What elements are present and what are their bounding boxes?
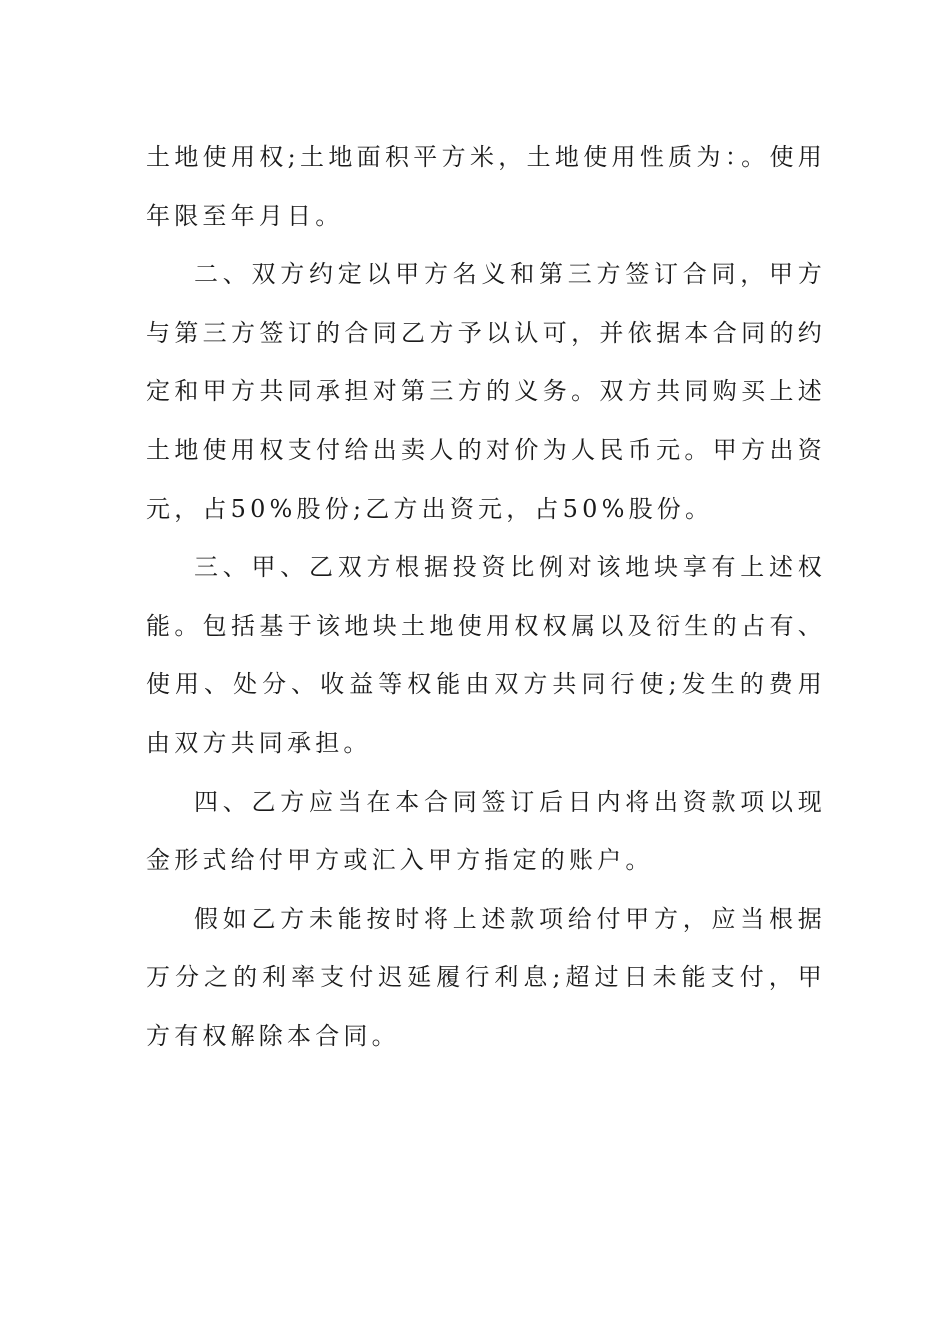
paragraph-clause-three: 三、甲、乙双方根据投资比例对该地块享有上述权能。包括基于该地块土地使用权权属以及衍生的占有、使用、处分、收益等权能由双方共同行使;发生的费用由双方共同承担。	[146, 553, 826, 757]
document-body	[146, 128, 826, 1066]
paragraph-clause-two: 二、双方约定以甲方名义和第三方签订合同，甲方与第三方签订的合同乙方予以认可，并依据本合同的约定和甲方共同承担对第三方的义务。双方共同购买上述土地使用权支付给出卖人的对价为人民币元。甲方出资元，占50%股份;乙方出资元，占50%股份。	[146, 260, 826, 523]
paragraph-land-use-right: 土地使用权;土地面积平方米，土地使用性质为：。使用年限至年月日。	[146, 143, 826, 230]
paragraph-clause-four: 四、乙方应当在本合同签订后日内将出资款项以现金形式给付甲方或汇入甲方指定的账户。	[146, 787, 826, 875]
paragraph-breach-terms: 假如乙方未能按时将上述款项给付甲方，应当根据万分之的利率支付迟延履行利息;超过日未能支付，甲方有权解除本合同。	[146, 904, 826, 1050]
